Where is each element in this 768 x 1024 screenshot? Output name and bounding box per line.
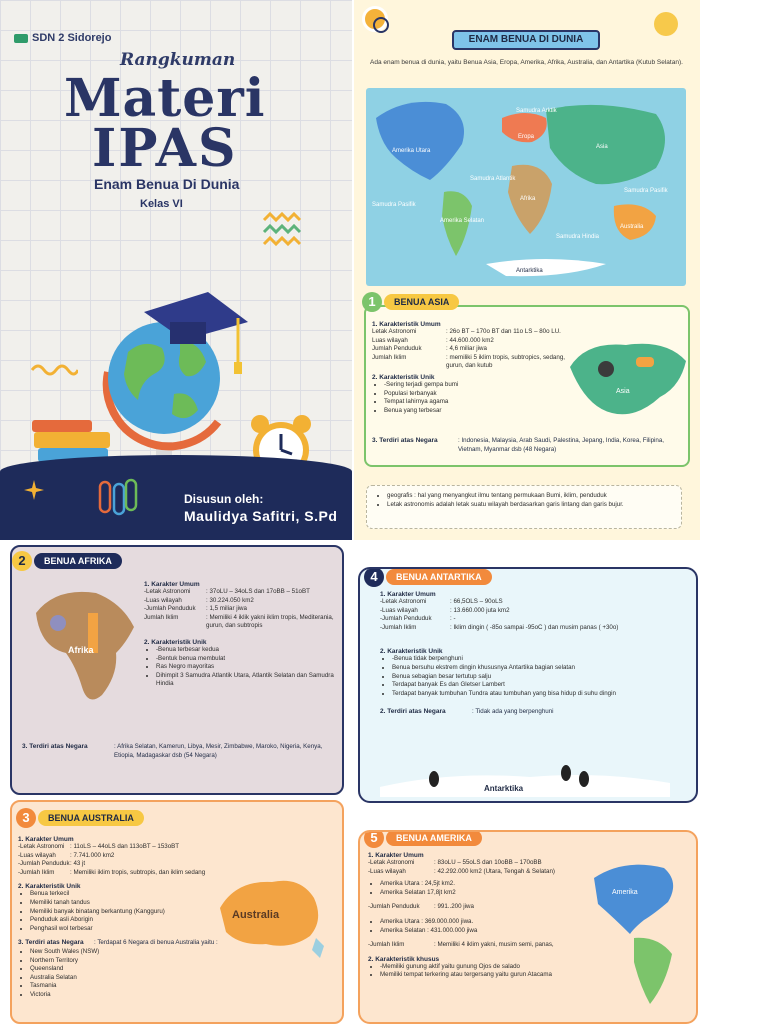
- book-icon: [14, 34, 28, 43]
- list-item: • Tempat lahirnya agama: [384, 398, 572, 407]
- asia-row: Jumlah Iklim : memiliki 5 iklim tropis, subtropics, sedang, gurun, dan kutub: [372, 353, 565, 370]
- america-content: [368, 852, 598, 980]
- wave-icon: [30, 362, 78, 378]
- list-item: • Populasi terbanyak: [384, 390, 572, 399]
- list-item: • Letak astronomis adalah letak suatu wilayah berdasarkan garis lintang dan garis bujur.: [387, 501, 671, 510]
- america-number-badge: 5: [364, 830, 384, 848]
- world-map: [366, 88, 686, 286]
- list-item: • Benua bersuhu ekstrem dingin khususnya Antartika bagian selatan: [392, 664, 680, 673]
- australia-content: [18, 836, 238, 1000]
- asia-card: [364, 305, 690, 467]
- antarctica-row: -Jumlah Penduduk : -: [380, 615, 456, 623]
- cover-author: Maulidya Safitri, S.Pd: [184, 508, 338, 524]
- list-item: • Australia Selatan: [30, 974, 238, 983]
- australia-row: -Luas wilayah : 7.741.000 km2: [18, 851, 115, 859]
- cover-subtitle: Enam Benua Di Dunia: [94, 176, 240, 192]
- page-title: ENAM BENUA DI DUNIA: [452, 30, 600, 50]
- australia-heading-2: 2. Karakteristik Unik: [18, 883, 81, 891]
- notes-list: [367, 486, 681, 509]
- america-luas-list: [368, 880, 598, 897]
- map-label: Afrika: [520, 196, 536, 202]
- america-row: -Letak Astronomi : 83oLU – 55oLS dan 10oBB – 170oBB: [368, 859, 542, 866]
- cover-footer-band: [0, 455, 352, 540]
- australia-row: -Jumlah Iklim : Memiliki iklim tropis, subtropis, dan iklim sedang: [18, 868, 206, 876]
- asia-title: BENUA ASIA: [384, 294, 459, 310]
- world-map-graphic: [366, 88, 686, 286]
- america-penduduk-list: [368, 918, 598, 935]
- africa-heading-2: 2. Karakteristik Unik: [144, 638, 207, 646]
- antarctica-card: [358, 567, 698, 803]
- africa-card: [10, 545, 344, 795]
- africa-content: [144, 581, 340, 689]
- asia-heading-2: 2. Karakteristik Unik: [372, 373, 435, 381]
- africa-row: -Letak Astronomi : 37oLU – 34oLS dan 17oBB – 51oBT: [144, 588, 310, 595]
- list-item: • Ras Negro mayoritas: [156, 663, 340, 672]
- cover-byline: Disusun oleh:: [184, 492, 264, 506]
- map-label: Samudra Pasifik: [372, 202, 416, 208]
- antarctica-content: [380, 591, 680, 717]
- antarctica-negara: 2. Terdiri atas Negara : Tidak ada yang berpenghuni: [380, 708, 554, 716]
- antarctica-row: -Jumlah Iklim : Iklim dingin ( -85o sampai -95oC ) dan musim panas ( +30o): [380, 623, 619, 631]
- australia-heading-1: 1. Karakter Umum: [18, 836, 74, 843]
- cover-page: [0, 0, 352, 540]
- america-row: -Luas wilayah : 42.292.000 km2 (Utara, Tengah & Selatan): [368, 867, 555, 875]
- asia-unik-list: [372, 381, 572, 415]
- list-item: • Penghasil wol terbesar: [30, 925, 238, 934]
- magnifier-icon: [362, 6, 388, 32]
- australia-row: -Jumlah Penduduk : 43 jt: [18, 860, 86, 868]
- australia-title: BENUA AUSTRALIA: [38, 810, 144, 826]
- antarctica-row: -Luas wilayah : 13.660.000 juta km2: [380, 606, 510, 614]
- australia-negara-list: [18, 948, 238, 1000]
- list-item: • Dihimpit 3 Samudra Atlantik Utara, Atlantik Selatan dan Samudra Hindia: [156, 672, 340, 689]
- list-item: • Terdapat banyak tumbuhan Tundra atau tumbuhan yang bisa hidup di suhu dingin: [392, 690, 680, 699]
- zigzag-icon: [262, 212, 308, 252]
- list-item: • Amerika Selatan 17,8jt km2: [380, 889, 598, 898]
- america-heading-1: 1. Karakter Umum: [368, 852, 424, 859]
- australia-map-icon: [212, 868, 338, 964]
- asia-negara: 3. Terdiri atas Negara : Indonesia, Malaysia, Arab Saudi, Palestina, Jepang, India, Korea, Filipina, Vietnam, Myanmar dsb (48 Negara): [372, 437, 665, 453]
- asia-row: Letak Astronomi : 26o BT – 170o BT dan 11o LS – 80o LU.: [372, 328, 561, 335]
- star-icon: [24, 480, 44, 500]
- cover-grade: Kelas VI: [140, 198, 183, 210]
- list-item: • -Benua tidak berpenghuni: [392, 655, 680, 664]
- map-label: Samudra Arktik: [516, 108, 557, 114]
- paperclip-icon: [96, 478, 140, 518]
- africa-title: BENUA AFRIKA: [34, 553, 122, 569]
- cover-title-2: IPAS: [92, 118, 238, 179]
- list-item: • Amerika Utara : 369.000.000 jiwa.: [380, 918, 598, 927]
- map-label: Samudra Atlantik: [470, 176, 516, 182]
- map-label: Samudra Pasifik: [624, 188, 668, 194]
- map-label: Antarktika: [516, 268, 543, 274]
- six-continents-page: [354, 0, 700, 540]
- africa-unik-list: [144, 646, 340, 689]
- africa-heading-1: 1. Karakter Umum: [144, 581, 200, 588]
- australia-unik-list: [18, 890, 238, 933]
- list-item: • Victoria: [30, 991, 238, 1000]
- america-heading-2: 2. Karakteristik khusus: [368, 955, 440, 963]
- africa-map-icon: [26, 583, 146, 713]
- list-item: • Penduduk asli Aborigin: [30, 916, 238, 925]
- asia-map-label: Asia: [616, 388, 630, 395]
- list-item: • Terdapat banyak Es dan Gletser Lambert: [392, 681, 680, 690]
- cover-pretitle: Rangkuman: [120, 50, 236, 70]
- antarctica-heading-1: 1. Karakter Umum: [380, 591, 436, 598]
- australia-card: [10, 800, 344, 1024]
- america-row: -Jumlah Penduduk : 991..200 jiwa: [368, 903, 474, 911]
- map-label: Asia: [596, 144, 608, 150]
- list-item: • Tasmania: [30, 982, 238, 991]
- list-item: • Benua terkecil: [30, 890, 238, 899]
- antarctica-row: -Letak Astronomi : 66,5OLS – 90oLS: [380, 598, 503, 605]
- map-label: Amerika Utara: [392, 148, 431, 154]
- map-label: Samudra Hindia: [556, 234, 600, 240]
- asia-row: Luas wilayah : 44.600.000 km2: [372, 336, 494, 344]
- antarctica-heading-2: 2. Karakteristik Unik: [380, 648, 443, 656]
- list-item: • Amerika Selatan : 431.000.000 jiwa: [380, 927, 598, 936]
- list-item: • Queensland: [30, 965, 238, 974]
- africa-number-badge: 2: [12, 551, 32, 571]
- africa-row: Jumlah Iklim : Memiliki 4 iklik yakni iklim tropis, Mediterania, gurun, dan subtropis: [144, 613, 334, 630]
- asia-content: [372, 321, 572, 415]
- list-item: • New South Wales (NSW): [30, 948, 238, 957]
- america-map-icon: [584, 858, 692, 1008]
- list-item: • -Memiliki gunung aktif yaitu gunung Ojos de salado: [380, 963, 598, 972]
- list-item: • -Bentuk benua membulat: [156, 655, 340, 664]
- america-card: [358, 830, 698, 1024]
- intro-text: Ada enam benua di dunia, yaitu Benua Asia, Eropa, Amerika, Afrika, Australia, dan Antartika (Kutub Selatan).: [370, 59, 683, 66]
- list-item: • Northern Territory: [30, 957, 238, 966]
- antarctica-number-badge: 4: [364, 567, 384, 587]
- asia-row: Jumlah Penduduk : 4,6 miliar jiwa: [372, 345, 487, 353]
- antarctica-unik-list: [380, 655, 680, 698]
- australia-negara: 3. Terdiri atas Negara : Terdapat 6 Negara di benua Australia yaitu :: [18, 939, 218, 947]
- map-label: Australia: [620, 224, 644, 230]
- africa-map-label: Afrika: [68, 645, 94, 655]
- america-map-label: Amerika: [612, 889, 638, 896]
- africa-row: -Jumlah Penduduk : 1,5 miliar jiwa: [144, 605, 247, 613]
- lightbulb-icon: [654, 12, 678, 36]
- australia-row: -Letak Astronomi : 11oLS – 44oLS dan 113oBT – 153oBT: [18, 843, 180, 850]
- america-title: BENUA AMERIKA: [386, 830, 482, 846]
- school-name: SDN 2 Sidorejo: [14, 32, 111, 44]
- list-item: • -Sering terjadi gempa bumi: [384, 381, 572, 390]
- africa-negara: 3. Terdiri atas Negara : Afrika Selatan, Kamerun, Libya, Mesir, Zimbabwe, Maroko, Nigeria, Kenya, Etiopia, Madagaskar dsb (54 Negara): [22, 743, 323, 759]
- list-item: • Memiliki tanah tandus: [30, 899, 238, 908]
- antarctica-map-label: Antarktika: [484, 784, 524, 793]
- notes-box: [366, 485, 682, 529]
- australia-map-label: Australia: [232, 909, 280, 921]
- list-item: • Benua sebagian besar tertutup salju: [392, 673, 680, 682]
- list-item: • Amerika Utara : 24,5jt km2.: [380, 880, 598, 889]
- america-unik-list: [368, 963, 598, 980]
- america-row: -Jumlah Iklim : Memiliki 4 iklim yakni, musim semi, panas,: [368, 941, 554, 949]
- antarctica-title: BENUA ANTARTIKA: [386, 569, 492, 585]
- list-item: • geografis : hal yang menyangkut ilmu tentang permukaan Bumi, iklim, penduduk: [387, 492, 671, 501]
- antarctica-map-icon: [380, 753, 670, 797]
- list-item: • Memiliki banyak binatang berkantung (Kangguru): [30, 908, 238, 917]
- cover-title-1: Materi: [64, 68, 266, 129]
- asia-number-badge: 1: [362, 292, 382, 312]
- australia-number-badge: 3: [16, 808, 36, 828]
- asia-map-icon: [566, 327, 690, 427]
- map-label: Eropa: [518, 134, 535, 140]
- list-item: • -Benua terbesar kedua: [156, 646, 340, 655]
- africa-row: -Luas wilayah : 30.224.050 km2: [144, 596, 254, 604]
- list-item: • Benua yang terbesar: [384, 407, 572, 416]
- map-label: Amerika Selatan: [440, 218, 485, 224]
- asia-heading-1: 1. Karakteristik Umum: [372, 321, 441, 328]
- list-item: • Memiliki tempat terkering atau tergersang yaitu gurun Atacama: [380, 971, 598, 980]
